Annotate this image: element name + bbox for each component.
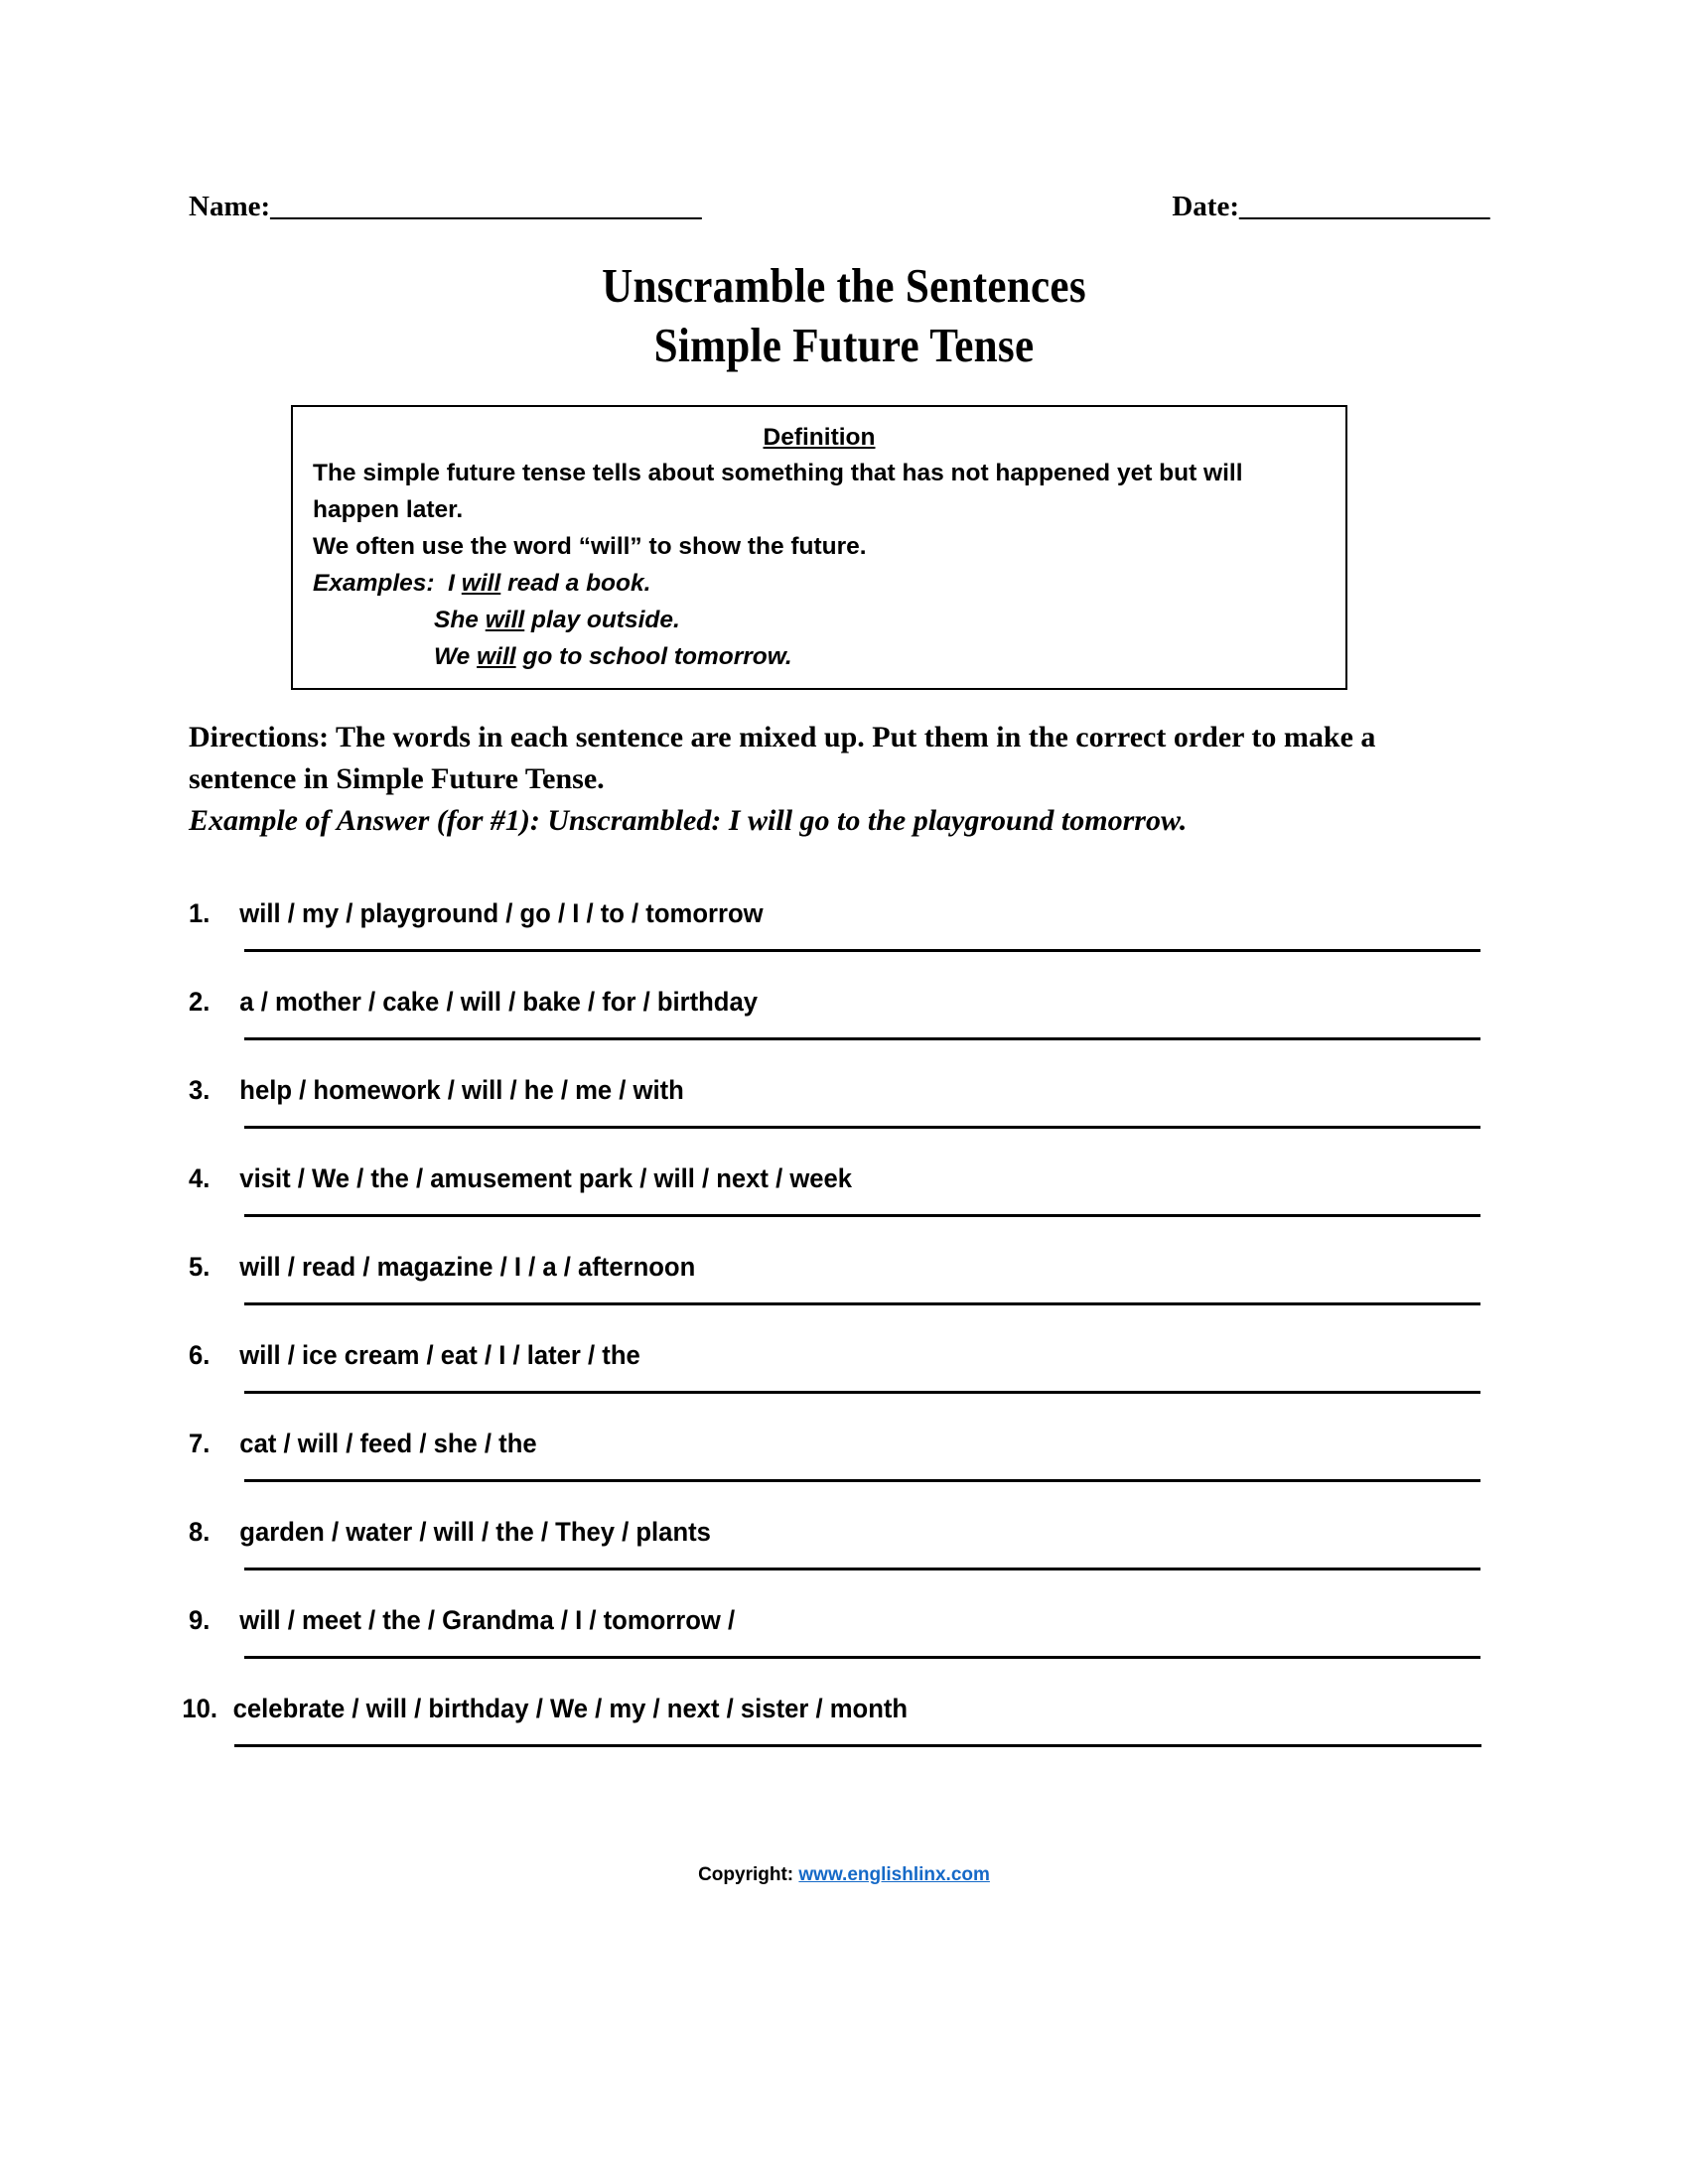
question-item xyxy=(189,893,1499,982)
answer-blank-line[interactable] xyxy=(244,1479,1480,1482)
definition-example-2 xyxy=(313,602,1326,638)
example-3-keyword: will xyxy=(477,643,516,670)
example-1-keyword: will xyxy=(461,570,501,597)
answer-blank-line[interactable] xyxy=(244,949,1480,952)
question-number: 8. xyxy=(189,1517,211,1547)
example-2-keyword: will xyxy=(485,607,525,633)
examples-label: Examples: xyxy=(313,570,435,597)
question-item xyxy=(189,1600,1499,1689)
question-number: 10. xyxy=(182,1694,218,1723)
question-scrambled-words: cat / will / feed / she / the xyxy=(239,1429,537,1458)
answer-blank-line[interactable] xyxy=(244,1037,1480,1040)
question-text xyxy=(189,1600,735,1640)
question-text xyxy=(189,1247,695,1287)
question-scrambled-words: will / ice cream / eat / I / later / the xyxy=(239,1340,640,1370)
footer-copyright xyxy=(0,1864,1688,1886)
copyright-label: Copyright: xyxy=(698,1864,799,1885)
answer-blank-line[interactable] xyxy=(244,1656,1480,1659)
question-number: 1. xyxy=(189,898,211,928)
example-3-post: go to school tomorrow. xyxy=(515,643,792,670)
name-label: Name: xyxy=(189,191,271,222)
question-item xyxy=(189,1070,1499,1159)
answer-blank-line[interactable] xyxy=(234,1744,1481,1747)
directions-text: Directions: The words in each sentence are mixed up. Put them in the correct order to make a sentence in Simple Future Tense. xyxy=(189,721,1376,795)
answer-blank-line[interactable] xyxy=(244,1391,1480,1394)
question-number: 4. xyxy=(189,1163,211,1193)
definition-box xyxy=(291,405,1347,690)
answer-blank-line[interactable] xyxy=(244,1214,1480,1217)
title-line-1: Unscramble the Sentences xyxy=(602,258,1086,313)
question-item xyxy=(189,1159,1499,1247)
question-item xyxy=(182,1689,1499,1777)
example-3-pre: We xyxy=(434,643,478,670)
definition-body-line-2: We often use the word “will” to show the future. xyxy=(313,533,867,560)
directions-block xyxy=(189,717,1489,842)
question-number: 2. xyxy=(189,987,211,1017)
question-item xyxy=(189,1424,1499,1512)
definition-example-1 xyxy=(313,565,1326,602)
question-scrambled-words: help / homework / will / he / me / with xyxy=(239,1075,684,1105)
answer-blank-line[interactable] xyxy=(244,1126,1480,1129)
question-scrambled-words: garden / water / will / the / They / plants xyxy=(239,1517,711,1547)
question-list xyxy=(182,893,1499,1777)
question-scrambled-words: a / mother / cake / will / bake / for / birthday xyxy=(239,987,759,1017)
date-label: Date: xyxy=(1172,191,1239,222)
title-line-2: Simple Future Tense xyxy=(653,318,1035,372)
question-scrambled-words: celebrate / will / birthday / We / my / next / sister / month xyxy=(232,1694,909,1723)
question-item xyxy=(189,1335,1499,1424)
example-2-post: play outside. xyxy=(524,607,680,633)
date-field[interactable] xyxy=(1172,191,1489,223)
question-text xyxy=(189,1159,852,1198)
question-text xyxy=(189,1070,684,1110)
page-title xyxy=(0,256,1688,375)
question-number: 5. xyxy=(189,1252,211,1282)
question-scrambled-words: visit / We / the / amusement park / will / next / week xyxy=(239,1163,853,1193)
name-blank-rule[interactable]: _______________________________ xyxy=(270,191,702,222)
question-text xyxy=(189,1335,640,1375)
example-1-pre: I xyxy=(434,570,462,597)
date-blank-rule[interactable]: __________________ xyxy=(1239,191,1489,222)
question-item xyxy=(189,1247,1499,1335)
question-text xyxy=(189,982,758,1022)
question-item xyxy=(189,982,1499,1070)
example-2-pre: She xyxy=(434,607,486,633)
question-number: 3. xyxy=(189,1075,211,1105)
definition-body-line-1: The simple future tense tells about something that has not happened yet but will happen later. xyxy=(313,460,1250,523)
question-text xyxy=(189,1512,711,1552)
question-text xyxy=(182,1689,909,1728)
question-number: 7. xyxy=(189,1429,211,1458)
question-scrambled-words: will / my / playground / go / I / to / tomorrow xyxy=(239,898,764,928)
student-info-header xyxy=(189,191,1499,223)
directions-example: Example of Answer (for #1): Unscrambled: I will go to the playground tomorrow. xyxy=(189,804,1188,837)
definition-heading: Definition xyxy=(763,424,876,451)
answer-blank-line[interactable] xyxy=(244,1568,1480,1570)
copyright-link[interactable]: www.englishlinx.com xyxy=(798,1864,990,1885)
question-number: 6. xyxy=(189,1340,211,1370)
question-text xyxy=(189,1424,537,1463)
question-scrambled-words: will / read / magazine / I / a / afternoon xyxy=(239,1252,696,1282)
question-scrambled-words: will / meet / the / Grandma / I / tomorrow / xyxy=(239,1605,736,1635)
question-number: 9. xyxy=(189,1605,211,1635)
answer-blank-line[interactable] xyxy=(244,1302,1480,1305)
name-field[interactable] xyxy=(189,191,701,223)
question-text xyxy=(189,893,764,933)
definition-example-3 xyxy=(313,638,1326,675)
question-item xyxy=(189,1512,1499,1600)
example-1-post: read a book. xyxy=(500,570,651,597)
